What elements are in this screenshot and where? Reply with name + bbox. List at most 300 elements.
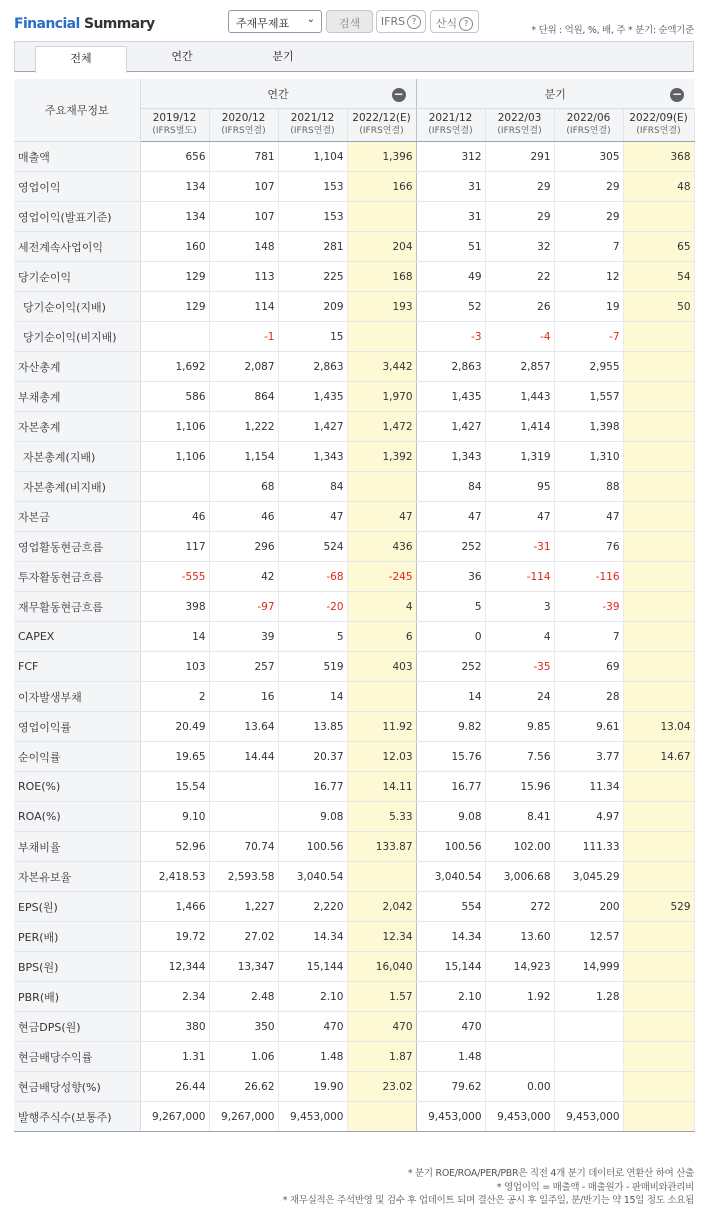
value-cell: 29 (485, 202, 554, 232)
value-cell: 9.82 (416, 712, 485, 742)
row-label: EPS(원) (14, 892, 140, 922)
value-cell: 3.77 (554, 742, 623, 772)
value-cell: 46 (209, 502, 278, 532)
value-cell: 148 (209, 232, 278, 262)
table-row (14, 982, 694, 1012)
value-cell: 9.08 (278, 802, 347, 832)
value-cell: 68 (209, 472, 278, 502)
value-cell (140, 472, 209, 502)
value-cell: 436 (347, 532, 416, 562)
value-cell: -555 (140, 562, 209, 592)
value-cell: 1,392 (347, 442, 416, 472)
value-cell: 14.44 (209, 742, 278, 772)
value-cell: 14.67 (623, 742, 694, 772)
value-cell: 14,999 (554, 952, 623, 982)
value-cell: 9,453,000 (554, 1102, 623, 1132)
collapse-annual-icon[interactable]: − (393, 87, 404, 101)
value-cell: 9.10 (140, 802, 209, 832)
value-cell (623, 202, 694, 232)
value-cell (623, 1042, 694, 1072)
value-cell: 470 (278, 1012, 347, 1042)
value-cell: 281 (278, 232, 347, 262)
period-basis: (IFRS별도) (152, 126, 197, 136)
value-cell: 20.37 (278, 742, 347, 772)
value-cell: 19.72 (140, 922, 209, 952)
period-basis: (IFRS연결) (359, 126, 404, 136)
value-cell: 9,453,000 (278, 1102, 347, 1132)
value-cell: 5.33 (347, 802, 416, 832)
value-cell: 5 (278, 622, 347, 652)
value-cell: 470 (416, 1012, 485, 1042)
search-button[interactable]: 검색 (326, 10, 373, 33)
table-row (14, 352, 694, 382)
value-cell: 26.62 (209, 1072, 278, 1102)
value-cell: 134 (140, 172, 209, 202)
value-cell: 1,466 (140, 892, 209, 922)
value-cell: 1,472 (347, 412, 416, 442)
value-cell: 312 (416, 142, 485, 172)
item-column-header: 주요재무정보 (14, 79, 140, 142)
value-cell: 39 (209, 622, 278, 652)
help-icon: ? (459, 17, 473, 31)
value-cell: 100.56 (416, 832, 485, 862)
ifrs-label: IFRS (380, 15, 406, 28)
value-cell: 52.96 (140, 832, 209, 862)
value-cell: 9,267,000 (209, 1102, 278, 1132)
value-cell: 864 (209, 382, 278, 412)
value-cell: 29 (554, 202, 623, 232)
value-cell: 129 (140, 292, 209, 322)
value-cell: 257 (209, 652, 278, 682)
value-cell: 2.48 (209, 982, 278, 1012)
value-cell: -7 (554, 322, 623, 352)
period-basis: (IFRS연결) (290, 126, 335, 136)
row-label: 자산총계 (14, 352, 140, 382)
value-cell (347, 322, 416, 352)
value-cell: 84 (278, 472, 347, 502)
value-cell: -31 (485, 532, 554, 562)
value-cell: 3,006.68 (485, 862, 554, 892)
chevron-down-icon: ⌄ (306, 14, 315, 25)
row-label: CAPEX (14, 622, 140, 652)
value-cell (140, 322, 209, 352)
row-label: 순이익률 (14, 742, 140, 772)
value-cell: 296 (209, 532, 278, 562)
value-cell (554, 1042, 623, 1072)
table-row (14, 682, 694, 712)
value-cell: 1.87 (347, 1042, 416, 1072)
value-cell: 470 (347, 1012, 416, 1042)
table-row (14, 1072, 694, 1102)
value-cell: 14.34 (416, 922, 485, 952)
value-cell (623, 952, 694, 982)
value-cell: 54 (623, 262, 694, 292)
value-cell (347, 682, 416, 712)
value-cell: 1,222 (209, 412, 278, 442)
table-row (14, 442, 694, 472)
table-row (14, 232, 694, 262)
value-cell: 114 (209, 292, 278, 322)
value-cell: 2,863 (416, 352, 485, 382)
value-cell (623, 412, 694, 442)
value-cell: 133.87 (347, 832, 416, 862)
value-cell: 47 (278, 502, 347, 532)
value-cell: 50 (623, 292, 694, 322)
value-cell: 14.11 (347, 772, 416, 802)
value-cell (209, 772, 278, 802)
table-row (14, 202, 694, 232)
period-header (623, 109, 694, 142)
row-label: 현금배당수익률 (14, 1042, 140, 1072)
row-label: 이자발생부채 (14, 682, 140, 712)
value-cell: 3,442 (347, 352, 416, 382)
value-cell: 9.61 (554, 712, 623, 742)
tab-all[interactable]: 전체 (35, 46, 127, 73)
value-cell: 1,970 (347, 382, 416, 412)
value-cell: 5 (416, 592, 485, 622)
row-label: 부채비율 (14, 832, 140, 862)
footnote: * 분기 ROE/ROA/PER/PBR은 직전 4개 분기 데이터로 연환산 하여 산출 (407, 1168, 694, 1179)
value-cell (347, 862, 416, 892)
value-cell: -39 (554, 592, 623, 622)
formula-button[interactable] (430, 10, 479, 33)
ifrs-button[interactable] (376, 10, 426, 33)
table-row (14, 1102, 694, 1132)
value-cell: 1,227 (209, 892, 278, 922)
row-label: 자본총계(비지배) (14, 472, 140, 502)
value-cell (623, 862, 694, 892)
period-label: 2022/03 (497, 112, 542, 124)
table-row (14, 292, 694, 322)
value-cell: 554 (416, 892, 485, 922)
value-cell: 0.00 (485, 1072, 554, 1102)
period-label: 2020/12 (221, 112, 266, 124)
value-cell: 28 (554, 682, 623, 712)
table-row (14, 472, 694, 502)
value-cell: 8.41 (485, 802, 554, 832)
value-cell: 49 (416, 262, 485, 292)
value-cell: 7 (554, 622, 623, 652)
value-cell: 1,427 (278, 412, 347, 442)
value-cell: -68 (278, 562, 347, 592)
value-cell: 1,414 (485, 412, 554, 442)
row-label: 당기순이익 (14, 262, 140, 292)
row-label: 현금배당성향(%) (14, 1072, 140, 1102)
value-cell: 1.31 (140, 1042, 209, 1072)
value-cell: 529 (623, 892, 694, 922)
value-cell: 23.02 (347, 1072, 416, 1102)
value-cell: 14,923 (485, 952, 554, 982)
annual-group-label: 연간 (267, 87, 289, 101)
table-row (14, 322, 694, 352)
value-cell: 1.28 (554, 982, 623, 1012)
table-row (14, 592, 694, 622)
period-basis: (IFRS연결) (428, 126, 473, 136)
value-cell: 586 (140, 382, 209, 412)
value-cell: -245 (347, 562, 416, 592)
title-summary: Summary (79, 16, 155, 32)
value-cell: 24 (485, 682, 554, 712)
row-label: 영업이익 (14, 172, 140, 202)
value-cell: 15.76 (416, 742, 485, 772)
row-label: FCF (14, 652, 140, 682)
value-cell: 3,040.54 (278, 862, 347, 892)
value-cell: 46 (140, 502, 209, 532)
value-cell: 153 (278, 202, 347, 232)
value-cell: 51 (416, 232, 485, 262)
tab-annual[interactable]: 연간 (171, 50, 193, 63)
value-cell: 200 (554, 892, 623, 922)
value-cell: 14 (278, 682, 347, 712)
value-cell: 1,343 (278, 442, 347, 472)
value-cell: 1,435 (278, 382, 347, 412)
value-cell: 103 (140, 652, 209, 682)
value-cell: 204 (347, 232, 416, 262)
row-label: 재무활동현금흐름 (14, 592, 140, 622)
formula-label: 산식 (435, 17, 458, 30)
value-cell: 209 (278, 292, 347, 322)
value-cell: 1,106 (140, 442, 209, 472)
period-label: 2022/06 (566, 112, 611, 124)
table-row (14, 652, 694, 682)
value-cell: 1,396 (347, 142, 416, 172)
value-cell: -3 (416, 322, 485, 352)
value-cell: 1,398 (554, 412, 623, 442)
value-cell: 47 (554, 502, 623, 532)
value-cell (623, 382, 694, 412)
value-cell: 2.34 (140, 982, 209, 1012)
value-cell: 168 (347, 262, 416, 292)
value-cell: 12 (554, 262, 623, 292)
value-cell: 4 (347, 592, 416, 622)
value-cell: 166 (347, 172, 416, 202)
value-cell (623, 592, 694, 622)
value-cell: 19.65 (140, 742, 209, 772)
value-cell: 305 (554, 142, 623, 172)
value-cell: 2.10 (278, 982, 347, 1012)
value-cell: 160 (140, 232, 209, 262)
value-cell: 350 (209, 1012, 278, 1042)
value-cell: 15,144 (416, 952, 485, 982)
value-cell (485, 1042, 554, 1072)
value-cell: 84 (416, 472, 485, 502)
table-row (14, 742, 694, 772)
value-cell: 153 (278, 172, 347, 202)
value-cell: 1,435 (416, 382, 485, 412)
period-header (416, 109, 485, 142)
statement-type-select[interactable] (228, 10, 322, 33)
value-cell: 14 (416, 682, 485, 712)
header (0, 0, 707, 42)
value-cell: 117 (140, 532, 209, 562)
value-cell (623, 322, 694, 352)
title-financial: Financial (14, 16, 80, 32)
value-cell: -20 (278, 592, 347, 622)
value-cell: 48 (623, 172, 694, 202)
row-label: 세전계속사업이익 (14, 232, 140, 262)
value-cell (485, 1012, 554, 1042)
value-cell: 4 (485, 622, 554, 652)
value-cell: 22 (485, 262, 554, 292)
value-cell (623, 562, 694, 592)
value-cell: 3,040.54 (416, 862, 485, 892)
table-row (14, 532, 694, 562)
quarter-group-header (416, 79, 694, 109)
table-row (14, 712, 694, 742)
tab-quarter[interactable]: 분기 (272, 50, 294, 63)
value-cell: 1,427 (416, 412, 485, 442)
value-cell: 1,310 (554, 442, 623, 472)
row-label: BPS(원) (14, 952, 140, 982)
value-cell (623, 502, 694, 532)
row-label: 영업이익률 (14, 712, 140, 742)
value-cell: 1,104 (278, 142, 347, 172)
unit-note: * 단위 : 억원, %, 배, 주 * 분기: 순액기준 (531, 25, 694, 36)
table-row (14, 862, 694, 892)
value-cell: 129 (140, 262, 209, 292)
value-cell (623, 1102, 694, 1132)
collapse-quarter-icon[interactable]: − (672, 87, 683, 101)
value-cell: 398 (140, 592, 209, 622)
period-basis: (IFRS연결) (636, 126, 681, 136)
value-cell: 6 (347, 622, 416, 652)
value-cell: 12.34 (347, 922, 416, 952)
table-row (14, 622, 694, 652)
table-row (14, 802, 694, 832)
value-cell: 52 (416, 292, 485, 322)
value-cell: 291 (485, 142, 554, 172)
value-cell: 15,144 (278, 952, 347, 982)
value-cell: 9,453,000 (416, 1102, 485, 1132)
value-cell: 7.56 (485, 742, 554, 772)
value-cell: 1,443 (485, 382, 554, 412)
value-cell: 0 (416, 622, 485, 652)
value-cell: 16.77 (278, 772, 347, 802)
period-label: 2022/12(E) (352, 112, 411, 124)
period-basis: (IFRS연결) (566, 126, 611, 136)
footnote: * 영업이익 = 매출액 - 매출원가 - 판매비와관리비 (496, 1181, 694, 1193)
value-cell: 65 (623, 232, 694, 262)
value-cell: 1,319 (485, 442, 554, 472)
value-cell: -114 (485, 562, 554, 592)
value-cell (623, 622, 694, 652)
table-row (14, 172, 694, 202)
value-cell: 13.85 (278, 712, 347, 742)
value-cell: 368 (623, 142, 694, 172)
value-cell: 47 (485, 502, 554, 532)
value-cell: 95 (485, 472, 554, 502)
table-row (14, 772, 694, 802)
footnotes (283, 1167, 694, 1208)
value-cell: 519 (278, 652, 347, 682)
value-cell: 3 (485, 592, 554, 622)
period-label: 2021/12 (290, 112, 335, 124)
period-header (554, 109, 623, 142)
value-cell: 14 (140, 622, 209, 652)
row-label: 투자활동현금흐름 (14, 562, 140, 592)
value-cell: -1 (209, 322, 278, 352)
value-cell: 15.54 (140, 772, 209, 802)
value-cell: 2,863 (278, 352, 347, 382)
table-row (14, 922, 694, 952)
value-cell (623, 802, 694, 832)
value-cell: 252 (416, 652, 485, 682)
value-cell: 12.57 (554, 922, 623, 952)
value-cell: 11.34 (554, 772, 623, 802)
value-cell: 193 (347, 292, 416, 322)
period-label: 2021/12 (428, 112, 473, 124)
value-cell: 9,267,000 (140, 1102, 209, 1132)
quarter-group-label: 분기 (544, 87, 566, 101)
help-icon: ? (407, 15, 421, 29)
value-cell: 19.90 (278, 1072, 347, 1102)
table-row (14, 892, 694, 922)
period-tabs (14, 41, 694, 72)
value-cell: 16.77 (416, 772, 485, 802)
value-cell: 225 (278, 262, 347, 292)
period-header (485, 109, 554, 142)
value-cell: 11.92 (347, 712, 416, 742)
row-label: 영업이익(발표기준) (14, 202, 140, 232)
value-cell: 31 (416, 202, 485, 232)
value-cell: 656 (140, 142, 209, 172)
value-cell: 9.85 (485, 712, 554, 742)
value-cell: 79.62 (416, 1072, 485, 1102)
value-cell: 4.97 (554, 802, 623, 832)
value-cell: 102.00 (485, 832, 554, 862)
value-cell: 13.60 (485, 922, 554, 952)
value-cell: 111.33 (554, 832, 623, 862)
period-header (140, 109, 209, 142)
value-cell: 69 (554, 652, 623, 682)
value-cell: 26 (485, 292, 554, 322)
value-cell: 1,106 (140, 412, 209, 442)
value-cell: 29 (485, 172, 554, 202)
value-cell: 524 (278, 532, 347, 562)
value-cell (623, 652, 694, 682)
value-cell: 13.04 (623, 712, 694, 742)
value-cell: 252 (416, 532, 485, 562)
value-cell: 20.49 (140, 712, 209, 742)
value-cell (209, 802, 278, 832)
value-cell: 107 (209, 172, 278, 202)
value-cell: 3,045.29 (554, 862, 623, 892)
value-cell: 1.06 (209, 1042, 278, 1072)
row-label: PER(배) (14, 922, 140, 952)
table-row (14, 1042, 694, 1072)
value-cell: 14.34 (278, 922, 347, 952)
value-cell: 16 (209, 682, 278, 712)
value-cell: -4 (485, 322, 554, 352)
row-label: ROA(%) (14, 802, 140, 832)
period-label: 2022/09(E) (629, 112, 688, 124)
value-cell (347, 472, 416, 502)
value-cell: 1,154 (209, 442, 278, 472)
value-cell: 781 (209, 142, 278, 172)
value-cell: 2,593.58 (209, 862, 278, 892)
table-row (14, 832, 694, 862)
value-cell (623, 532, 694, 562)
value-cell: 2,220 (278, 892, 347, 922)
value-cell: 134 (140, 202, 209, 232)
value-cell: 1,557 (554, 382, 623, 412)
value-cell: 2 (140, 682, 209, 712)
value-cell: 9.08 (416, 802, 485, 832)
row-label: PBR(배) (14, 982, 140, 1012)
value-cell: 2,955 (554, 352, 623, 382)
value-cell: 9,453,000 (485, 1102, 554, 1132)
period-header (278, 109, 347, 142)
